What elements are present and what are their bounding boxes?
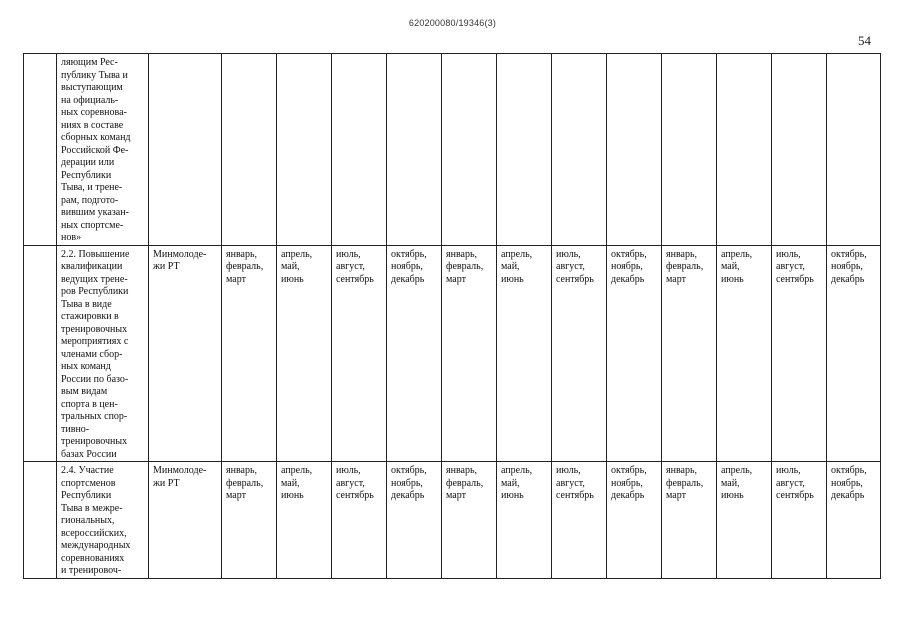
period-cell: апрель, май, июнь [277, 462, 332, 579]
executor-cell: Минмолоде- жи РТ [149, 462, 222, 579]
period-cell: октябрь, ноябрь, декабрь [827, 462, 881, 579]
executor-cell [149, 54, 222, 246]
period-cell [497, 54, 552, 246]
period-cell: январь, февраль, март [442, 245, 497, 462]
row-number-cell [24, 245, 57, 462]
period-cell: январь, февраль, март [442, 462, 497, 579]
period-cell: январь, февраль, март [222, 462, 277, 579]
document-id: 620200080/19346(3) [408, 18, 497, 28]
period-cell: июль, август, сентябрь [552, 245, 607, 462]
period-cell: июль, август, сентябрь [552, 462, 607, 579]
event-cell: 2.4. Участие спортсменов Республики Тыва в межре- гиональных, всероссийских, международных соревнованиях и тренировоч- [57, 462, 149, 579]
period-cell: июль, август, сентябрь [772, 462, 827, 579]
row-number-cell [24, 54, 57, 246]
page-number: 54 [858, 33, 871, 48]
table-row [24, 54, 881, 246]
row-number-cell [24, 462, 57, 579]
period-cell [332, 54, 387, 246]
period-cell: октябрь, ноябрь, декабрь [387, 462, 442, 579]
period-cell: январь, февраль, март [662, 245, 717, 462]
period-cell: октябрь, ноябрь, декабрь [827, 245, 881, 462]
period-cell [662, 54, 717, 246]
table-row [24, 462, 881, 579]
period-cell: апрель, май, июнь [717, 245, 772, 462]
period-cell: январь, февраль, март [662, 462, 717, 579]
period-cell [387, 54, 442, 246]
period-cell [607, 54, 662, 246]
period-cell: июль, август, сентябрь [772, 245, 827, 462]
event-cell: ляющим Рес- публику Тыва и выступающим на официаль- ных соревнова- ниях в составе сборных команд Российской Фе- дерации или Республики Тыва, и трене- рам, подгото- вившим указан- ных спортсме- нов» [57, 54, 149, 246]
period-cell [442, 54, 497, 246]
executor-cell: Минмолоде- жи РТ [149, 245, 222, 462]
period-cell: апрель, май, июнь [277, 245, 332, 462]
period-cell: июль, август, сентябрь [332, 462, 387, 579]
period-cell: октябрь, ноябрь, декабрь [387, 245, 442, 462]
period-cell [827, 54, 881, 246]
period-cell [222, 54, 277, 246]
period-cell: октябрь, ноябрь, декабрь [607, 245, 662, 462]
period-cell [772, 54, 827, 246]
period-cell: апрель, май, июнь [497, 462, 552, 579]
period-cell: апрель, май, июнь [497, 245, 552, 462]
period-cell: апрель, май, июнь [717, 462, 772, 579]
period-cell [552, 54, 607, 246]
event-cell: 2.2. Повышение квалификации ведущих трене- ров Республики Тыва в виде стажировки в тренировочных мероприятиях с членами сбор- ных команд России по базо- вым видам спорта в цен- тральных спор- тивно- тренировочных базах России [57, 245, 149, 462]
schedule-table [23, 53, 881, 579]
table-row [24, 245, 881, 462]
period-cell: январь, февраль, март [222, 245, 277, 462]
period-cell [277, 54, 332, 246]
period-cell: июль, август, сентябрь [332, 245, 387, 462]
period-cell: октябрь, ноябрь, декабрь [607, 462, 662, 579]
period-cell [717, 54, 772, 246]
